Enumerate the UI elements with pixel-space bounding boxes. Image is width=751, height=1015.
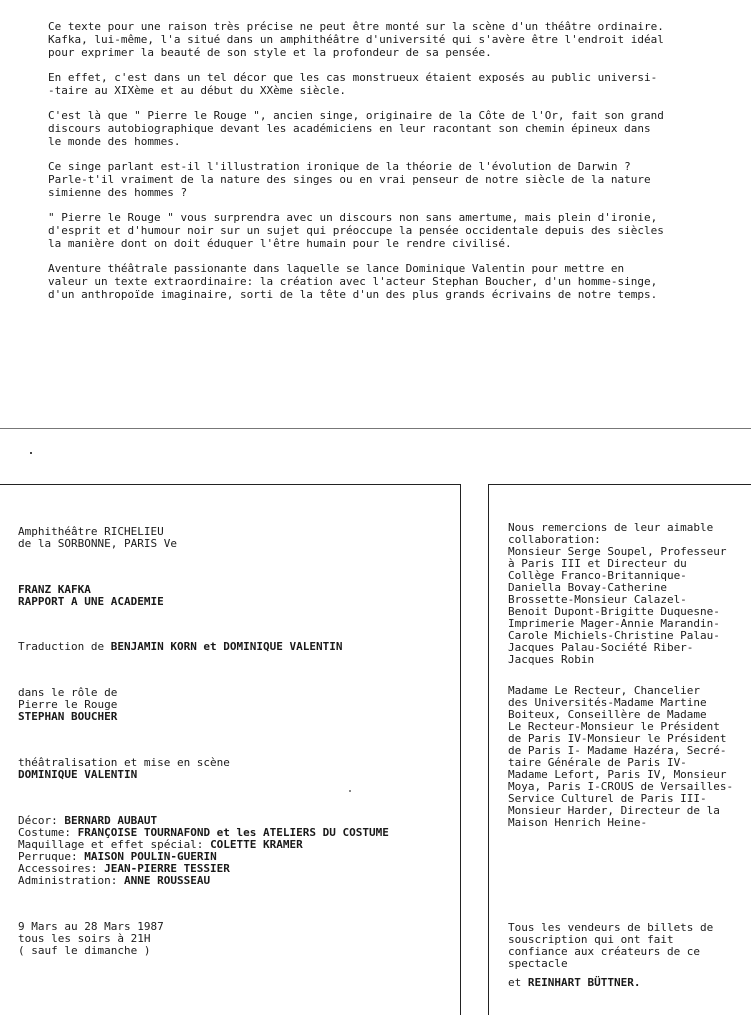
credit-label: Accessoires: <box>18 862 105 875</box>
translation <box>18 641 343 653</box>
date-range: 9 Mars au 28 Mars 1987 <box>18 920 164 933</box>
dates-block <box>18 921 164 957</box>
actor-name: STEPHAN BOUCHER <box>18 710 118 723</box>
intro-paragraph: Ce texte pour une raison très précise ne peut être monté sur la scène d'un théâtre ordinaire. Kafka, lui-même, l'a situé dans un amphithéâtre d'université qui s'avère être l'endroit idéal pour exprimer la beauté de son style et la profondeur de sa pensée. <box>48 20 664 59</box>
credit-value: BERNARD AUBAUT <box>64 814 158 827</box>
intro-paragraph: " Pierre le Rouge " vous surprendra avec un discours non sans amertume, mais plein d'ironie, d'esprit et d'humour noir sur un sujet qui préoccupe la pensée occidentale depuis des siècles la manière dont on doit éduquer l'être humain pour le rendre civilisé. <box>48 211 664 250</box>
intro-paragraph: Aventure théâtrale passionante dans laquelle se lance Dominique Valentin pour mettre en valeur un texte extraordinaire: la création avec l'acteur Stephan Boucher, d'un homme-singe, d'un anthropoïde imaginaire, sorti de la tête d'un des plus grands écrivains de notre temps. <box>48 262 658 301</box>
staging-label: théâtralisation et mise en scène <box>18 756 230 769</box>
venue-line: de la SORBONNE, PARIS Ve <box>18 537 177 550</box>
venue <box>18 526 177 550</box>
credit-label: Maquillage et effet spécial: <box>18 838 211 851</box>
credit-label: Perruque: <box>18 850 85 863</box>
credit-value: FRANÇOISE TOURNAFOND et les ATELIERS DU COSTUME <box>77 826 389 839</box>
translators: BENJAMIN KORN et DOMINIQUE VALENTIN <box>110 640 343 653</box>
show-time: tous les soirs à 21H <box>18 932 151 945</box>
intro-paragraph: C'est là que " Pierre le Rouge ", ancien singe, originaire de la Côte de l'Or, fait son grand discours autobiographique devant les académiciens en leur racontant son chemin épineux dans le monde des hommes. <box>48 109 664 148</box>
role-block <box>18 687 117 723</box>
credit-label: Costume: <box>18 826 78 839</box>
intro-text <box>48 20 738 313</box>
play-title-block <box>18 584 164 608</box>
credit-label: Décor: <box>18 814 65 827</box>
acknowledgements-officials: Madame Le Recteur, Chancelier des Universités-Madame Martine Boiteux, Conseillère de Madame Le Recteur-Monsieur le Président de Paris IV-Monsieur le Président de Paris I- Madame Hazéra, Secré- taire Générale de Paris IV- Madame Lefort, Paris IV, Monsieur Moya, Paris I-CROUS de Versailles- Service Culturel de Paris III- Monsieur Harder, Directeur de la Maison Henrich Heine- <box>508 684 734 829</box>
role-label: dans le rôle de <box>18 686 118 699</box>
translation-label: Traduction de <box>18 640 111 653</box>
page-divider <box>0 428 751 429</box>
director-name: DOMINIQUE VALENTIN <box>18 768 138 781</box>
venue-line: Amphithéâtre RICHELIEU <box>18 525 164 538</box>
credits-list <box>18 815 389 887</box>
show-exception: ( sauf le dimanche ) <box>18 944 151 957</box>
acknowledgements-sellers: Tous les vendeurs de billets de souscription qui ont fait confiance aux créateurs de ce spectacle <box>508 921 714 970</box>
acknowledgements-final <box>508 977 746 989</box>
final-name: REINHART BÜTTNER. <box>527 976 641 989</box>
credit-value: JEAN-PIERRE TESSIER <box>104 862 230 875</box>
credit-label: Administration: <box>18 874 124 887</box>
intro-paragraph: En effet, c'est dans un tel décor que les cas monstrueux étaient exposés au public universi- -taire au XIXème et au début du XXème siècle. <box>48 71 658 97</box>
staging-block <box>18 757 230 781</box>
credit-value: ANNE ROUSSEAU <box>123 874 211 887</box>
credit-value: COLETTE KRAMER <box>210 838 303 851</box>
intro-paragraph: Ce singe parlant est-il l'illustration ironique de la théorie de l'évolution de Darwin ? Parle-t'il vraiment de la nature des singes ou en vrai penseur de notre siècle de la nature simienne des hommes ? <box>48 160 651 199</box>
final-prefix: et <box>508 976 528 989</box>
play-title: RAPPORT A UNE ACADEMIE <box>18 595 164 608</box>
acknowledgements: Nous remercions de leur aimable collaboration: Monsieur Serge Soupel, Professeur à Paris III et Directeur du Collège Franco-Britannique- Daniella Bovay-Catherine Brossette-Monsieur Calazel- Benoit Dupont-Brigitte Duquesne- Imprimerie Mager-Annie Marandin- Carole Michiels-Christine Palau- Jacques Palau-Société Riber- Jacques Robin <box>508 521 727 666</box>
print-speck <box>30 452 32 454</box>
credit-value: MAISON POULIN-GUERIN <box>84 850 217 863</box>
author-name: FRANZ KAFKA <box>18 583 91 596</box>
role-name: Pierre le Rouge <box>18 698 118 711</box>
